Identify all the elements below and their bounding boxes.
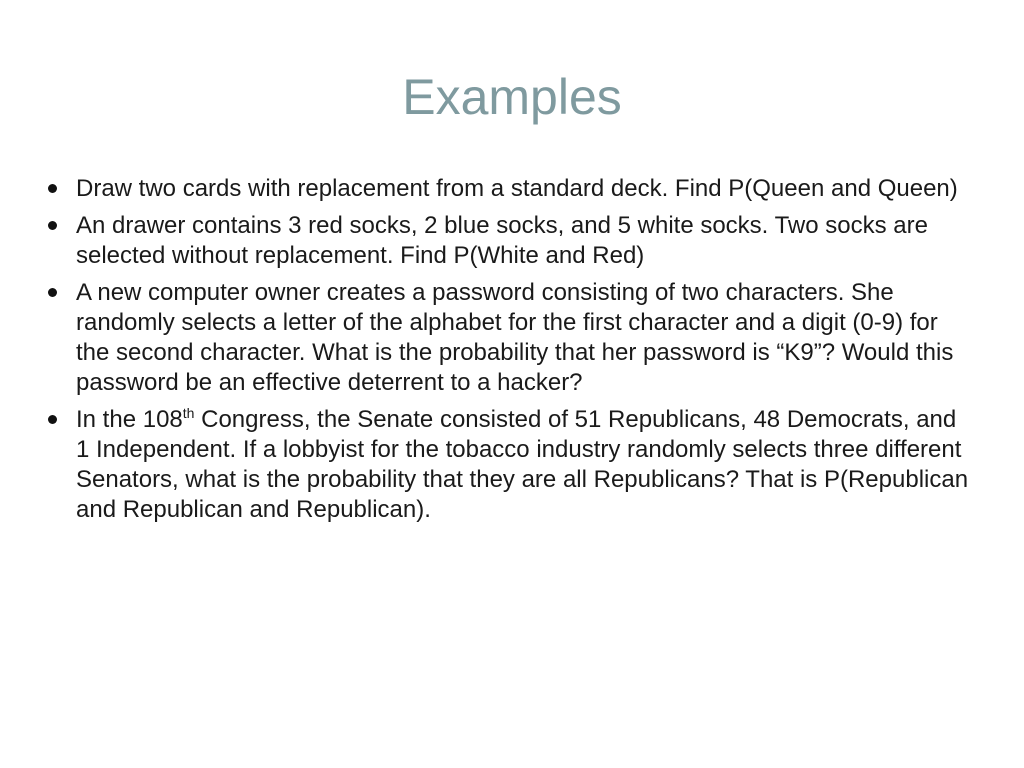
bullet-dot-icon — [45, 218, 59, 232]
bullet-item-senate — [45, 405, 975, 525]
bullet-dot-icon — [45, 285, 59, 299]
bullet-text: Draw two cards with replacement from a standard deck. Find P(Queen and Queen) — [76, 175, 958, 202]
bullet-item-socks — [45, 211, 975, 271]
bullet-item-cards — [45, 174, 975, 204]
ordinal-superscript: th — [182, 405, 195, 421]
bullet-text: An drawer contains 3 red socks, 2 blue socks, and 5 white socks. Two socks are selected without replacement. Find P(White and Red) — [76, 212, 928, 269]
slide-title: Examples — [402, 69, 622, 125]
bullet-text-prefix: In the 108 — [76, 406, 183, 433]
bullet-text — [76, 406, 968, 523]
bullet-text-suffix: Congress, the Senate consisted of 51 Republicans, 48 Democrats, and 1 Independent. If a lobbyist for the tobacco industry randomly selects three different Senators, what is the probability that they are all Republicans? That is P(Republican and Republican and Republican). — [76, 406, 969, 523]
bullet-list — [45, 174, 975, 532]
bullet-dot-icon — [45, 412, 59, 426]
bullet-item-password — [45, 278, 975, 398]
bullet-text: A new computer owner creates a password consisting of two characters. She randomly selects a letter of the alphabet for the first character and a digit (0-9) for the second character. What is the probability that her password is “K9”? Would this password be an effective deterrent to a hacker? — [76, 279, 954, 396]
bullet-dot-icon — [45, 181, 59, 195]
